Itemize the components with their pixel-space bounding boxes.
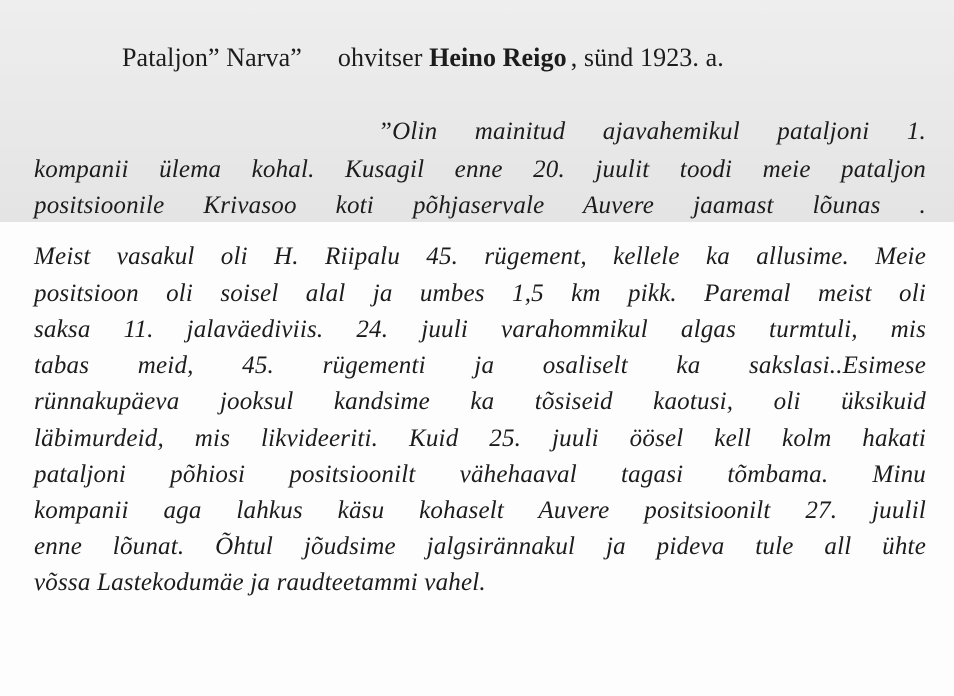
paragraph-line: läbimurdeid, mis likvideeriti. Kuid 25. juuli öösel kell kolm hakati [34, 425, 926, 452]
paragraph-line: enne lõunat. Õhtul jõudsime jalgsirännakul ja pideva tule all ühte [34, 533, 926, 560]
paragraph-line: positsioonile Krivasoo koti põhjaservale Auvere jaamast lõunas . [34, 192, 926, 219]
heading-name: Heino Reigo [429, 43, 567, 72]
heading-born: , sünd 1923. a. [570, 43, 724, 72]
paragraph-line: kompanii aga lahkus käsu kohaselt Auvere positsioonilt 27. juulil [34, 497, 926, 524]
paragraph-line: kompanii ülema kohal. Kusagil enne 20. juulit toodi meie pataljon [34, 156, 926, 183]
paragraph-line: võssa Lastekodumäe ja raudteetammi vahel. [34, 569, 486, 596]
heading-unit: Pataljon” Narva” [122, 43, 302, 72]
paragraph-line: rünnakupäeva jooksul kandsime ka tõsiseid kaotusi, oli üksikuid [34, 388, 926, 415]
paragraph-line: saksa 11. jalaväediviis. 24. juuli varahommikul algas turmtuli, mis [34, 316, 926, 343]
paragraph-line: positsioon oli soisel alal ja umbes 1,5 km pikk. Paremal meist oli [34, 280, 926, 307]
paragraph-line: Meist vasakul oli H. Riipalu 45. rügement, kellele ka allusime. Meie [34, 243, 926, 270]
paragraph-line: pataljoni põhiosi positsioonilt vähehaaval tagasi tõmbama. Minu [34, 461, 926, 488]
heading-rank: ohvitser [337, 43, 423, 72]
paragraph-line: ”Olin mainitud ajavahemikul pataljoni 1. [378, 118, 926, 145]
heading [122, 36, 932, 80]
paragraph-line: tabas meid, 45. rügementi ja osaliselt ka sakslasi..Esimese [34, 352, 926, 379]
